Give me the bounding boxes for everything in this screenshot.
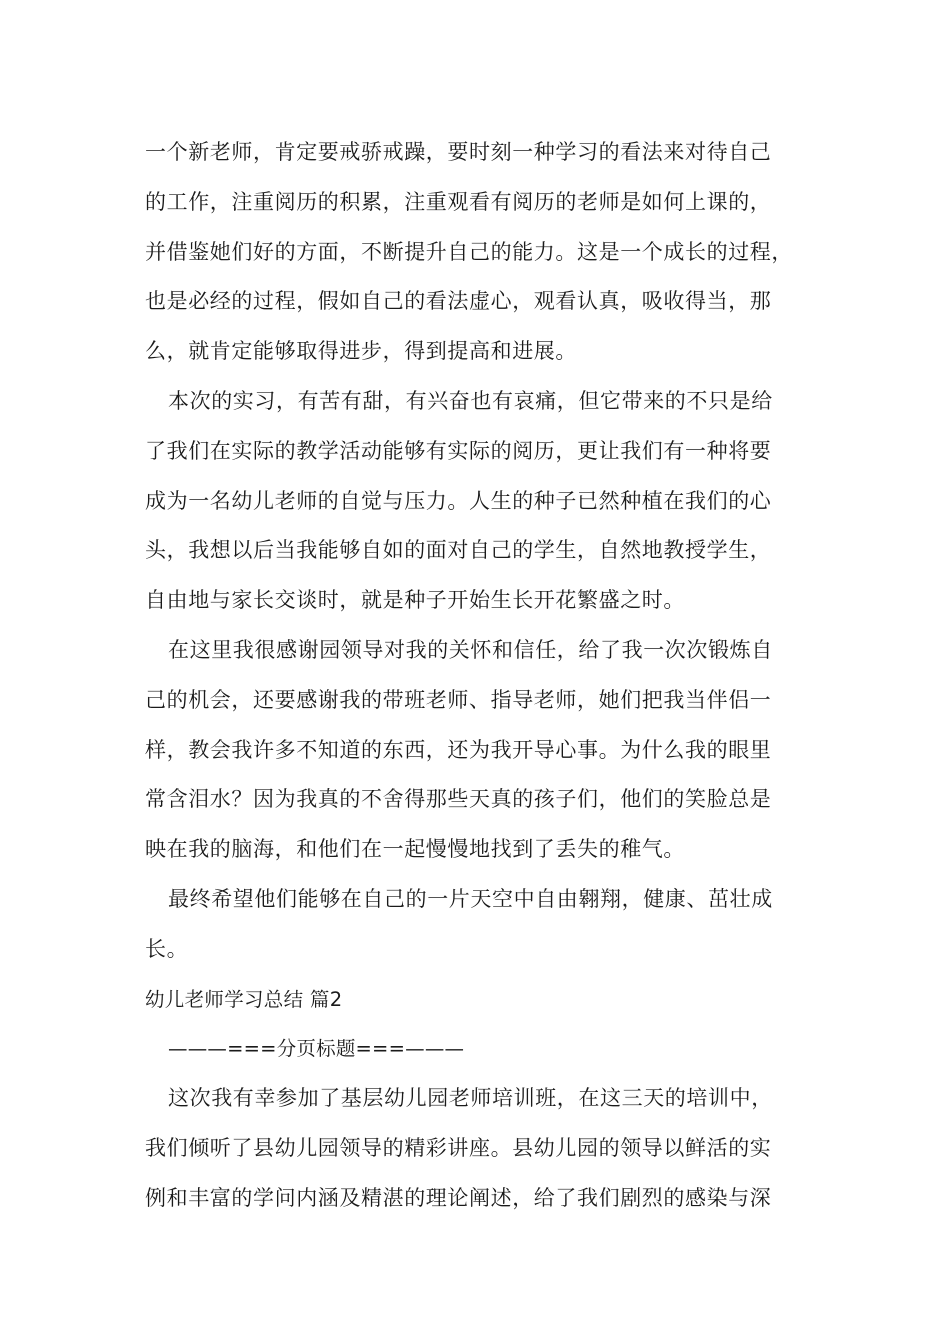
text-line: 己的机会，还要感谢我的带班老师、指导老师，她们把我当伴侣一: [145, 687, 772, 712]
text-line: 在这里我很感谢园领导对我的关怀和信任，给了我一次次锻炼自: [168, 637, 773, 662]
paragraph-3: [145, 626, 835, 875]
text-line: 成为一名幼儿老师的自觉与压力。人生的种子已然种植在我们的心: [145, 488, 772, 513]
text-line: 例和丰富的学问内涵及精湛的理论阐述，给了我们剧烈的感染与深: [145, 1185, 772, 1210]
text-line: 最终希望他们能够在自己的一片天空中自由翱翔，健康、茁壮成: [168, 886, 773, 911]
paragraph-2: [145, 377, 835, 626]
text-line: 自由地与家长交谈时，就是种子开始生长开花繁盛之时。: [145, 588, 685, 613]
text-line: 也是必经的过程，假如自己的看法虚心，观看认真，吸收得当，那: [145, 289, 772, 314]
text-line: 样，教会我许多不知道的东西，还为我开导心事。为什么我的眼里: [145, 737, 772, 762]
text-line: 了我们在实际的教学活动能够有实际的阅历，更让我们有一种将要: [145, 438, 772, 463]
text-line: 长。: [145, 936, 189, 961]
text-line: 么，就肯定能够取得进步，得到提高和进展。: [145, 339, 577, 364]
paragraph-5: [145, 1074, 835, 1223]
text-line: 我们倾听了县幼儿园领导的精彩讲座。县幼儿园的领导以鲜活的实: [145, 1135, 772, 1160]
page-break-marker: ———===分页标题===———: [168, 1037, 465, 1061]
document-body: [145, 128, 835, 1224]
text-line: 的工作，注重阅历的积累，注重观看有阅历的老师是如何上课的，: [145, 189, 772, 214]
text-line: 映在我的脑海，和他们在一起慢慢地找到了丢失的稚气。: [145, 837, 685, 862]
text-line: 常含泪水？因为我真的不舍得那些天真的孩子们，他们的笑脸总是: [145, 787, 772, 812]
text-line: 这次我有幸参加了基层幼儿园老师培训班，在这三天的培训中，: [168, 1086, 773, 1111]
paragraph-4: [145, 875, 835, 975]
paragraph-1: [145, 128, 835, 377]
text-line: 并借鉴她们好的方面，不断提升自己的能力。这是一个成长的过程，: [145, 239, 793, 264]
text-line: 头，我想以后当我能够自如的面对自己的学生，自然地教授学生，: [145, 538, 772, 563]
text-line: 本次的实习，有苦有甜，有兴奋也有哀痛，但它带来的不只是给: [168, 388, 773, 413]
text-line: 一个新老师，肯定要戒骄戒躁，要时刻一种学习的看法来对待自己: [145, 140, 772, 164]
section-heading: 幼儿老师学习总结 篇2: [145, 987, 343, 1011]
